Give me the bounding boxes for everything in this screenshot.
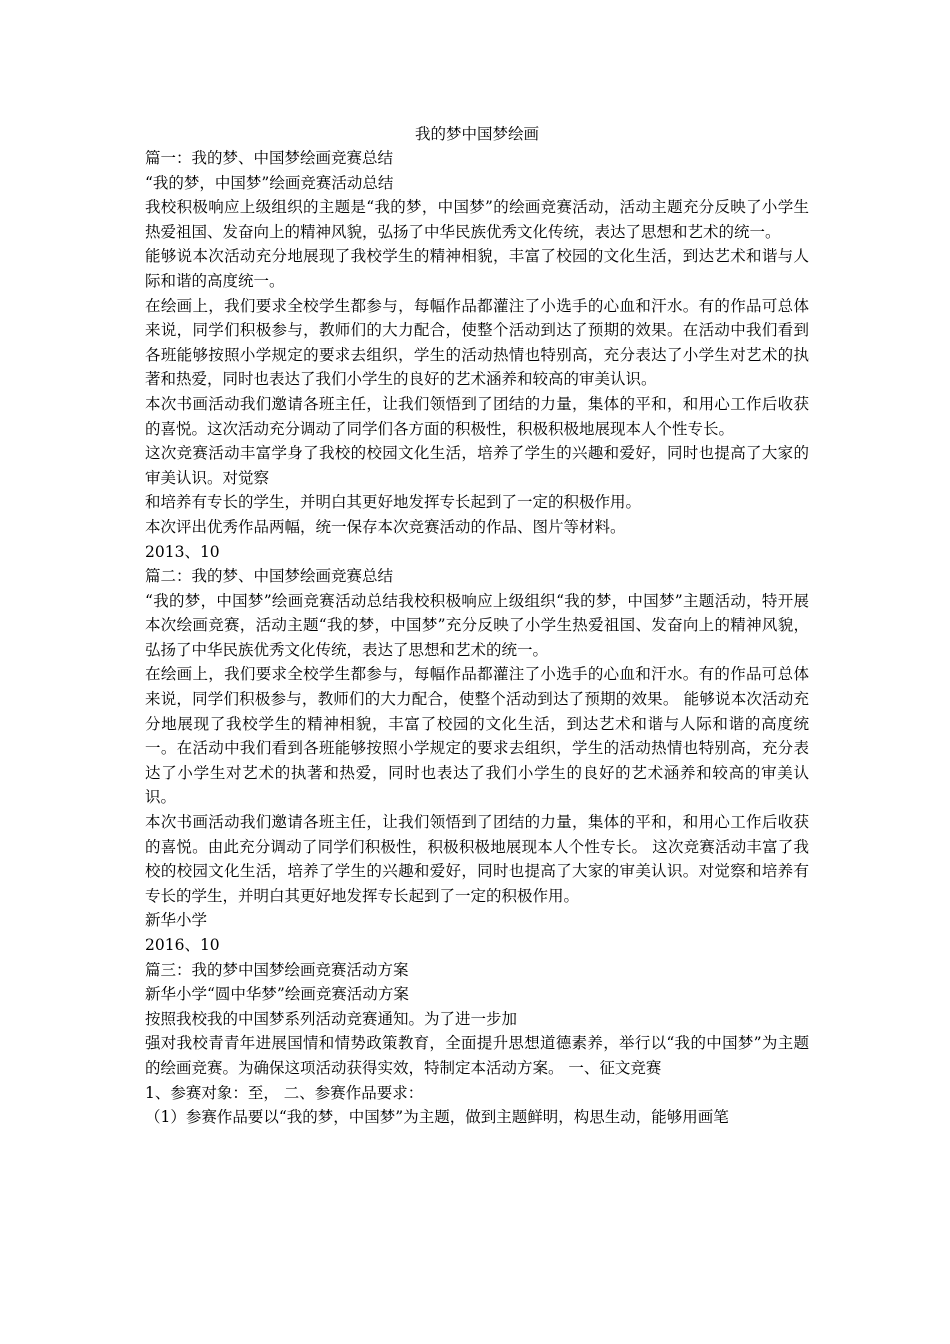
paragraph: 按照我校我的中国梦系列活动竞赛通知。为了进一步加 (145, 1009, 518, 1028)
date-line: 2016、10 (145, 936, 220, 954)
heading-part-two: 篇二：我的梦、中国梦绘画竞赛总结 (145, 567, 394, 586)
subheading-summary-one: “我的梦，中国梦”绘画竞赛活动总结 (145, 173, 394, 192)
paragraph: 我校积极响应上级组织的主题是“我的梦，中国梦”的绘画竞赛活动，活动主题充分反映了小学生热爱祖国、发奋向上的精神风貌，弘扬了中华民族优秀文化传统，表达了思想和艺术的统一。 (145, 198, 809, 241)
date-line: 2013、10 (145, 542, 220, 561)
document-page (145, 122, 809, 1130)
paragraph: 强对我校青青年进展国情和情势政策教育，全面提升思想道德素养，举行以“我的中国梦”为主题的绘画竞赛。为确保这项活动获得实效，特制定本活动方案。 一、征文竞赛 (145, 1034, 809, 1077)
paragraph: 在绘画上，我们要求全校学生都参与，每幅作品都灌注了小选手的心血和汗水。有的作品可总体来说，同学们积极参与，教师们的大力配合，使整个活动到达了预期的效果。在活动中我们看到各班能够按照小学规定的要求去组织，学生的活动热情也特别高，充分表达了小学生对艺术的执著和热爱，同时也表达了我们小学生的良好的艺术涵养和较高的审美认识。 (145, 296, 809, 389)
paragraph: 在绘画上，我们要求全校学生都参与，每幅作品都灌注了小选手的心血和汗水。有的作品可总体来说，同学们积极参与，教师们的大力配合，使整个活动到达了预期的效果。 能够说本次活动充分地展现了我校学生的精神相貌，丰富了校园的文化生活，到达艺术和谐与人际和谐的高度统一。在活动中我们看到各班能够按照小学规定的要求去组织，学生的活动热情也特别高，充分表达了小学生对艺术的执著和热爱，同时也表达了我们小学生的良好的艺术涵养和较高的审美认识。 (145, 665, 809, 807)
document-title: 我的梦中国梦绘画 (414, 125, 539, 143)
subheading-plan: 新华小学“圆中华梦”绘画竞赛活动方案 (145, 985, 409, 1004)
paragraph: （1）参赛作品要以“我的梦，中国梦”为主题，做到主题鲜明，构思生动，能够用画笔 (145, 1108, 729, 1127)
paragraph: 本次书画活动我们邀请各班主任，让我们领悟到了团结的力量，集体的平和，和用心工作后收获的喜悦。这次活动充分调动了同学们各方面的积极性，积极积极地展现本人个性专长。 (145, 394, 809, 438)
heading-part-three: 篇三：我的梦中国梦绘画竞赛活动方案 (145, 960, 409, 979)
paragraph: “我的梦，中国梦”绘画竞赛活动总结我校积极响应上级组织“我的梦，中国梦”主题活动，特开展本次绘画竞赛，活动主题“我的梦，中国梦”充分反映了小学生热爱祖国、发奋向上的精神风貌，弘扬了中华民族优秀文化传统，表达了思想和艺术的统一。 (145, 591, 809, 659)
paragraph: 和培养有专长的学生，并明白其更好地发挥专长起到了一定的积极作用。 (145, 493, 642, 512)
paragraph: 本次评出优秀作品两幅，统一保存本次竞赛活动的作品、图片等材料。 (145, 517, 626, 536)
school-name: 新华小学 (145, 911, 208, 930)
paragraph: 能够说本次活动充分地展现了我校学生的精神相貌，丰富了校园的文化生活，到达艺术和谐与人际和谐的高度统一。 (145, 247, 809, 290)
document-body (145, 146, 809, 1130)
paragraph: 这次竞赛活动丰富学身了我校的校园文化生活，培养了学生的兴趣和爱好，同时也提高了大家的审美认识。对觉察 (145, 444, 809, 487)
heading-part-one: 篇一：我的梦、中国梦绘画竞赛总结 (145, 149, 394, 167)
paragraph: 本次书画活动我们邀请各班主任，让我们领悟到了团结的力量，集体的平和，和用心工作后收获的喜悦。由此充分调动了同学们积极性，积极积极地展现本人个性专长。 这次竞赛活动丰富了我校的校园文化生活，培养了学生的兴趣和爱好，同时也提高了大家的审美认识。对觉察和培养有专长的学生，并明白其更好地发挥专长起到了一定的积极作用。 (145, 813, 809, 905)
paragraph: 1、参赛对象：至， 二、参赛作品要求： (145, 1083, 424, 1102)
